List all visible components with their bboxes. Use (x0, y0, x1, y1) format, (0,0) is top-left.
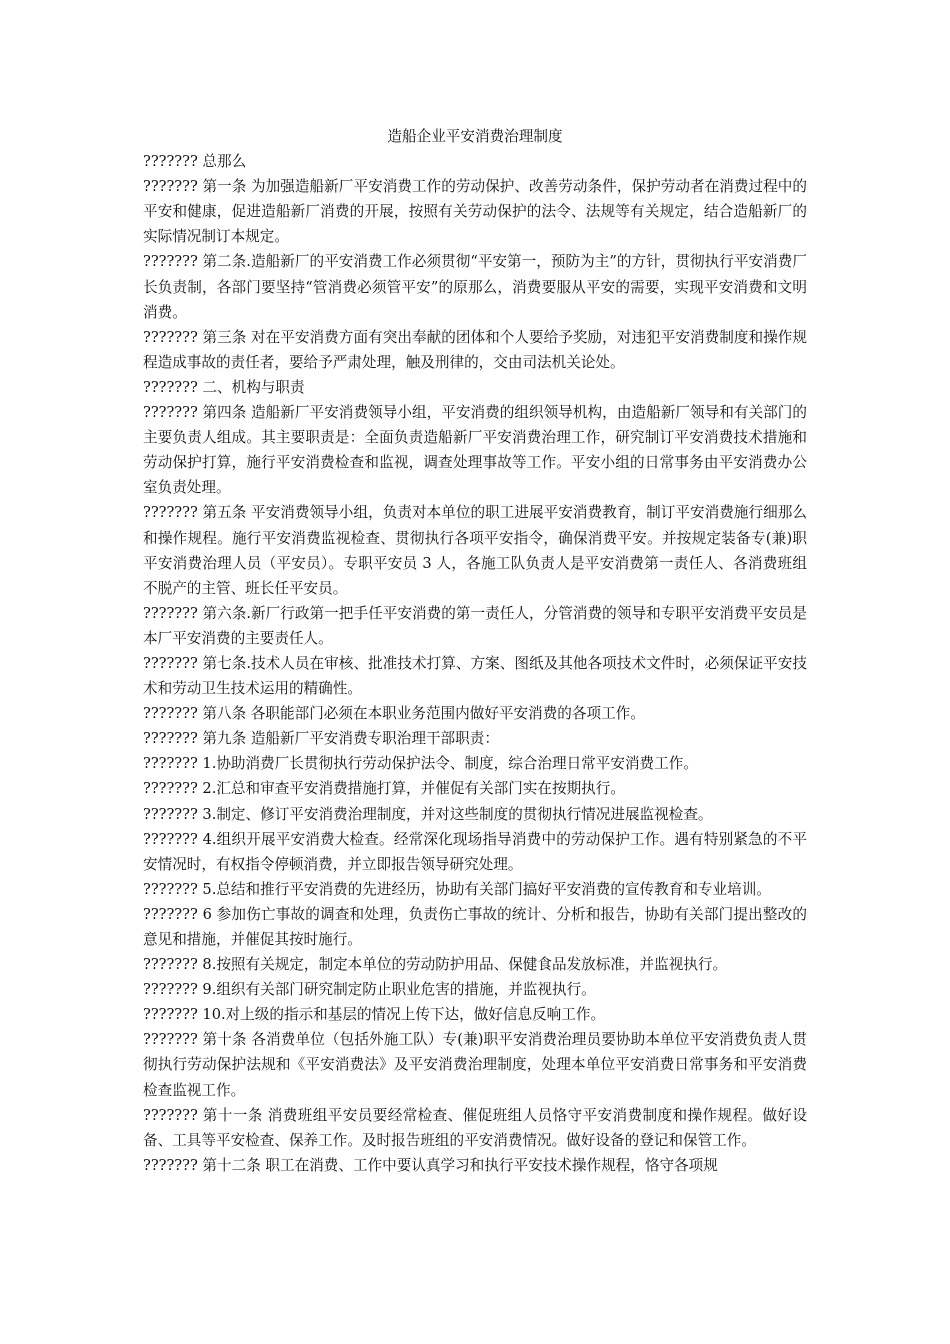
list-item-duty-10: ??????? 10.对上级的指示和基层的情况上传下达，做好信息反响工作。 (143, 1006, 606, 1024)
paragraph-article-9: ??????? 第九条 造船新厂平安消费专职治理干部职责： (143, 730, 499, 748)
document-body (143, 124, 807, 1178)
paragraph-general: ??????? 总那么 (143, 153, 247, 171)
paragraph-article-3: ??????? 第三条 对在平安消费方面有突出奉献的团体和个人要给予奖励，对违犯平安消费制度和操作规程造成事故的责任者，要给予严肃处理，触及刑律的，交由司法机关论处。 (143, 328, 807, 371)
list-item-duty-9: ??????? 9.组织有关部门研究制定防止职业危害的措施，并监视执行。 (143, 981, 596, 999)
document-title: 造船企业平安消费治理制度 (387, 128, 563, 145)
paragraph-article-10: ??????? 第十条 各消费单位（包括外施工队）专(兼)职平安消费治理员要协助本单位平安消费负责人贯彻执行劳动保护法规和《平安消费法》及平安消费治理制度，处理本单位平安消费日常事务和平安消费检查监视工作。 (143, 1031, 807, 1099)
list-item-duty-3: ??????? 3.制定、修订平安消费治理制度，并对这些制度的贯彻执行情况进展监视检查。 (143, 805, 713, 823)
list-item-duty-1: ??????? 1.协助消费厂长贯彻执行劳动保护法令、制度，综合治理日常平安消费工作。 (143, 755, 698, 773)
paragraph-article-11: ??????? 第十一条 消费班组平安员要经常检查、催促班组人员恪守平安消费制度和操作规程。做好设备、工具等平安检查、保养工作。及时报告班组的平安消费情况。做好设备的登记和保管工作。 (143, 1106, 807, 1149)
paragraph-article-7: ??????? 第七条.技术人员在审核、批准技术打算、方案、图纸及其他各项技术文件时，必须保证平安技术和劳动卫生技术运用的精确性。 (143, 654, 807, 698)
list-item-duty-4: ??????? 4.组织开展平安消费大检查。经常深化现场指导消费中的劳动保护工作。遇有特别紧急的不平安情况时，有权指令停顿消费，并立即报告领导研究处理。 (143, 830, 807, 873)
section-heading-organization: ??????? 二、机构与职责 (143, 378, 305, 396)
paragraph-article-12: ??????? 第十二条 职工在消费、工作中要认真学习和执行平安技术操作规程，恪守各项规 (143, 1156, 718, 1174)
list-item-duty-2: ??????? 2.汇总和审查平安消费措施打算，并催促有关部门实在按期执行。 (143, 780, 625, 798)
list-item-duty-5: ??????? 5.总结和推行平安消费的先进经历，协助有关部门搞好平安消费的宣传教育和专业培训。 (143, 880, 771, 898)
paragraph-article-4: ??????? 第四条 造船新厂平安消费领导小组，平安消费的组织领导机构，由造船新厂领导和有关部门的主要负责人组成。其主要职责是：全面负责造船新厂平安消费治理工作，研究制订平安消费技术措施和劳动保护打算，施行平安消费检查和监视，调查处理事故等工作。平安小组的日常事务由平安消费办公室负责处理。 (143, 404, 807, 497)
paragraph-article-6: ??????? 第六条.新厂行政第一把手任平安消费的第一责任人，分管消费的领导和专职平安消费平安员是本厂平安消费的主要责任人。 (143, 604, 807, 647)
list-item-duty-6: ??????? 6 参加伤亡事故的调查和处理，负责伤亡事故的统计、分析和报告，协助有关部门提出整改的意见和措施，并催促其按时施行。 (143, 905, 807, 948)
list-item-duty-8: ??????? 8.按照有关规定，制定本单位的劳动防护用品、保健食品发放标准，并监视执行。 (143, 956, 728, 974)
paragraph-article-5: ??????? 第五条 平安消费领导小组，负责对本单位的职工进展平安消费教育，制订平安消费施行细那么和操作规程。施行平安消费监视检查、贯彻执行各项平安指令，确保消费平安。并按规定装备专(兼)职平安消费治理人员（平安员）。专职平安员 3 人，各施工队负责人是平安消费第一责任人、各消费班组不脱产的主管、班长任平安员。 (143, 504, 807, 597)
paragraph-article-8: ??????? 第八条 各职能部门必须在本职业务范围内做好平安消费的各项工作。 (143, 705, 645, 723)
paragraph-article-1: ??????? 第一条 为加强造船新厂平安消费工作的劳动保护、改善劳动条件，保护劳动者在消费过程中的平安和健康，促进造船新厂消费的开展，按照有关劳动保护的法令、法规等有关规定，结合造船新厂的实际情况制订本规定。 (143, 178, 807, 246)
paragraph-article-2: ??????? 第二条.造船新厂的平安消费工作必须贯彻“平安第一，预防为主”的方针，贯彻执行平安消费厂长负责制，各部门要坚持“管消费必须管平安”的原那么，消费要服从平安的需要，实现平安消费和文明消费。 (143, 253, 807, 321)
